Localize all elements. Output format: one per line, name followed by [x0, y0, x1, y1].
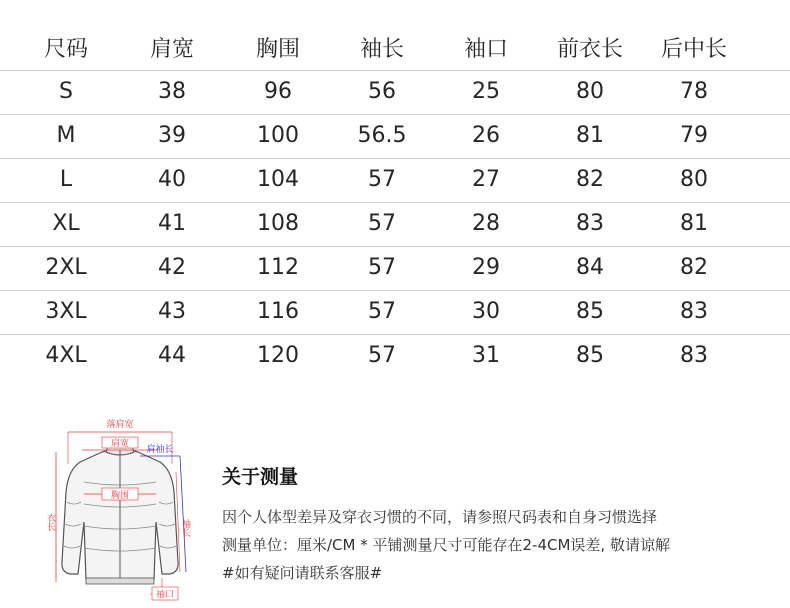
table-row	[0, 157, 790, 201]
table-cell: 57	[368, 342, 396, 368]
table-cell: 30	[472, 298, 500, 324]
table-cell: 40	[158, 166, 186, 192]
table-header-row	[0, 25, 790, 69]
table-header-cell: 后中长	[660, 36, 727, 62]
table-cell: 57	[368, 210, 396, 236]
table-cell: 120	[257, 342, 299, 368]
table-cell: 81	[680, 210, 708, 236]
measure-note	[222, 462, 782, 587]
chest-label: 胸围	[110, 491, 130, 501]
shoulder-sleeve-label: 肩袖长	[146, 445, 174, 455]
table-header-cell: 肩宽	[149, 36, 194, 62]
table-cell: 81	[576, 122, 604, 148]
shoulder-label: 肩宽	[110, 439, 130, 449]
table-cell: 83	[680, 298, 708, 324]
length-label: 衣长	[45, 513, 55, 531]
table-cell: 85	[576, 342, 604, 368]
table-cell: 4XL	[45, 342, 87, 368]
measure-line-1: 因个人体型差异及穿衣习惯的不同，请参照尺码表和自身习惯选择	[222, 508, 658, 526]
table-cell: 85	[576, 298, 604, 324]
cuff-label: 袖口	[155, 590, 175, 600]
measure-line-2: 测量单位：厘米/CM * 平铺测量尺寸可能存在2-4CM误差, 敬请谅解	[222, 536, 670, 554]
jacket-diagram	[40, 412, 200, 602]
table-cell: 31	[472, 342, 500, 368]
drop-shoulder-label: 落肩宽	[106, 420, 134, 430]
table-cell: 57	[368, 166, 396, 192]
table-cell: 27	[472, 166, 500, 192]
table-header-cell: 尺码	[43, 36, 88, 62]
table-cell: XL	[52, 210, 80, 236]
table-cell: 79	[680, 122, 708, 148]
table-cell: 26	[472, 122, 500, 148]
table-cell: 43	[158, 298, 186, 324]
table-divider	[0, 246, 790, 247]
table-cell: M	[56, 122, 76, 148]
table-cell: 96	[264, 78, 292, 104]
table-divider	[0, 114, 790, 115]
table-header-cell: 袖长	[359, 36, 404, 62]
table-cell: 100	[257, 122, 299, 148]
table-cell: 82	[576, 166, 604, 192]
table-cell: 42	[158, 254, 186, 280]
table-cell: 80	[680, 166, 708, 192]
measure-line-3: #如有疑问请联系客服#	[222, 564, 383, 582]
table-cell: 44	[158, 342, 186, 368]
table-cell: S	[59, 78, 73, 104]
table-cell: 29	[472, 254, 500, 280]
table-divider	[0, 158, 790, 159]
table-cell: 56	[368, 78, 396, 104]
table-cell: 80	[576, 78, 604, 104]
table-row	[0, 69, 790, 113]
table-cell: 104	[257, 166, 299, 192]
table-cell: 2XL	[45, 254, 87, 280]
table-row	[0, 201, 790, 245]
table-cell: 108	[257, 210, 299, 236]
table-cell: 83	[576, 210, 604, 236]
table-cell: 41	[158, 210, 186, 236]
jacket-illustration	[62, 438, 178, 584]
table-cell: 3XL	[45, 298, 87, 324]
table-cell: 83	[680, 342, 708, 368]
table-cell: 82	[680, 254, 708, 280]
length-marker	[45, 452, 56, 582]
table-cell: 28	[472, 210, 500, 236]
table-cell: 38	[158, 78, 186, 104]
table-cell: 56.5	[357, 122, 407, 148]
table-cell: 84	[576, 254, 604, 280]
table-cell: 57	[368, 298, 396, 324]
table-row	[0, 289, 790, 333]
table-divider	[0, 334, 790, 335]
table-divider	[0, 70, 790, 71]
table-header-cell: 袖口	[463, 36, 508, 62]
table-row	[0, 245, 790, 289]
table-row	[0, 333, 790, 377]
table-cell: 39	[158, 122, 186, 148]
table-cell: 57	[368, 254, 396, 280]
table-header-cell: 前衣长	[556, 36, 623, 62]
table-cell: 78	[680, 78, 708, 104]
table-cell: 25	[472, 78, 500, 104]
table-cell: 116	[257, 298, 299, 324]
measure-title: 关于测量	[222, 466, 299, 488]
table-header-cell: 胸围	[255, 36, 300, 62]
table-divider	[0, 202, 790, 203]
sleeve-label: 袖长	[180, 519, 190, 537]
table-cell: L	[59, 166, 73, 192]
table-divider	[0, 290, 790, 291]
table-cell: 112	[257, 254, 299, 280]
table-row	[0, 113, 790, 157]
